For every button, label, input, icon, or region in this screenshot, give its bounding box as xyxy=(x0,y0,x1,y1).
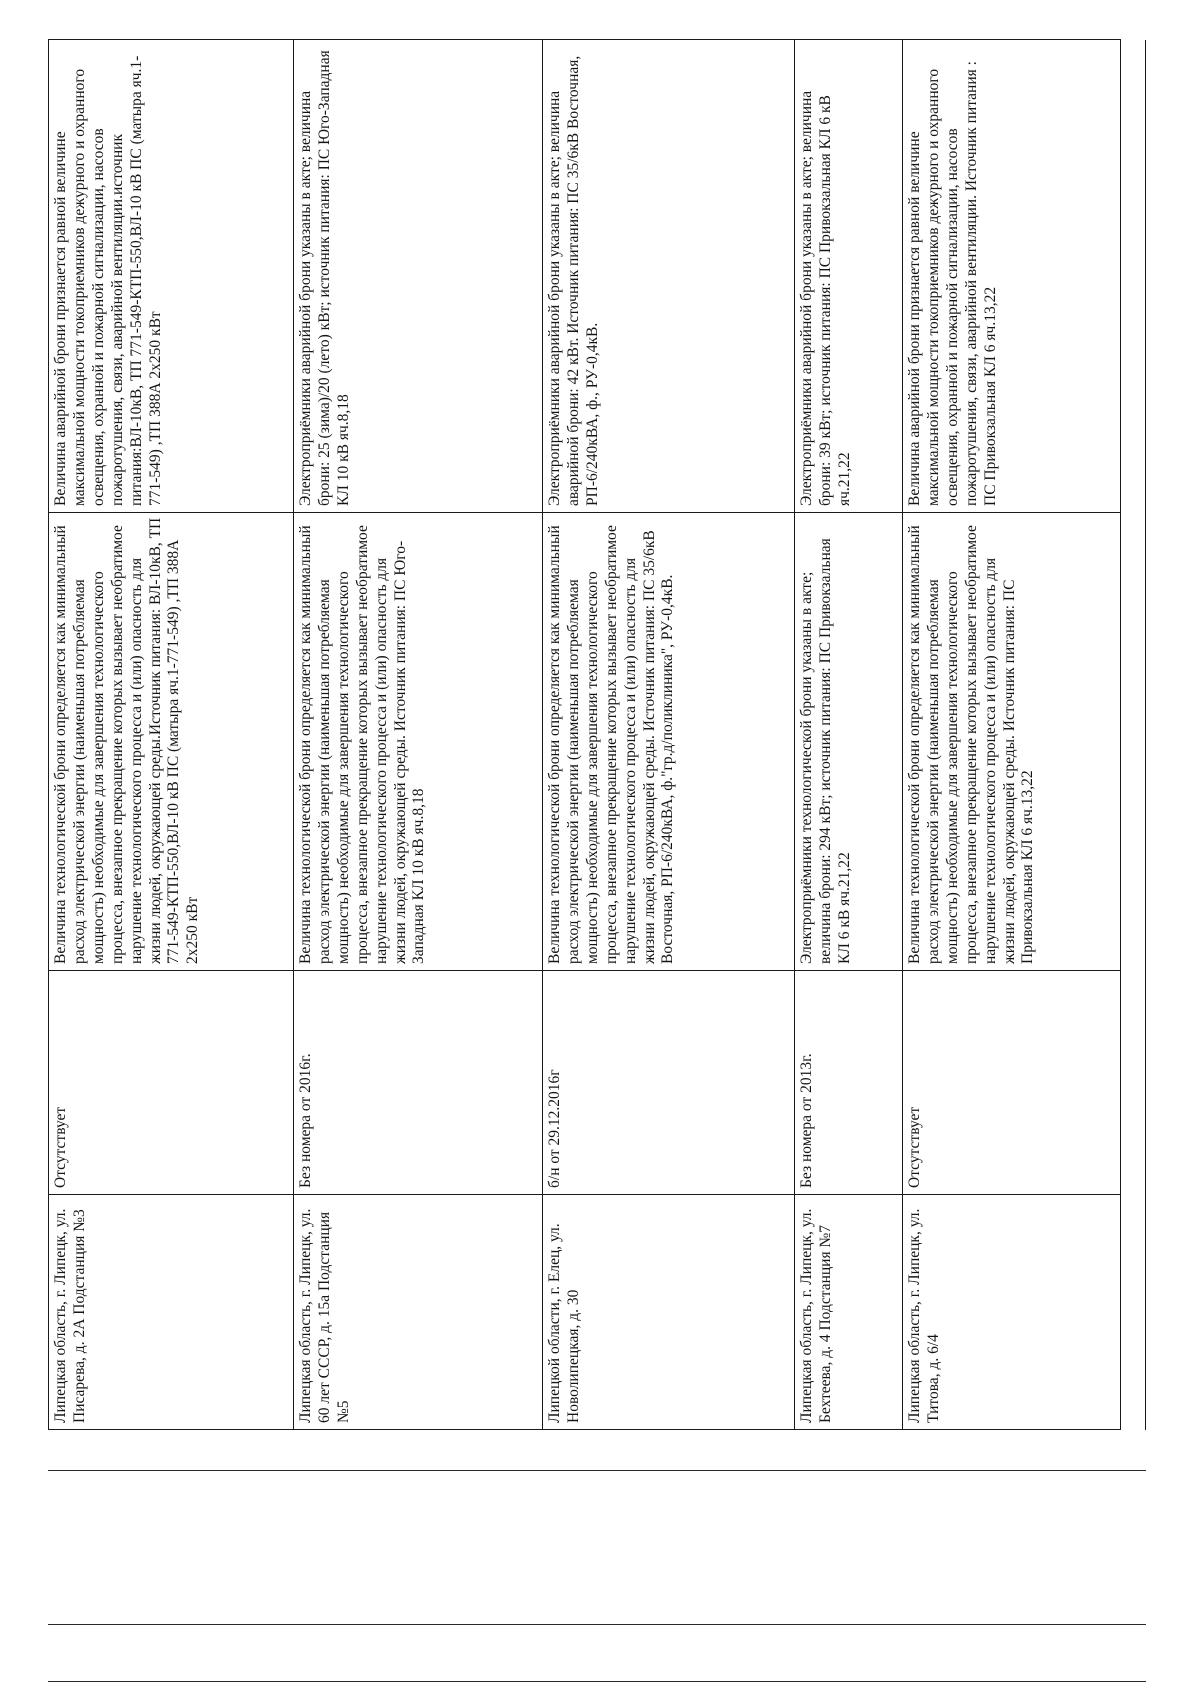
address-cell: Липецкая область, г. Липецк, ул. Бехтеева, д. 4 Подстанция №7 xyxy=(795,1195,903,1430)
table-row xyxy=(49,40,294,1430)
emergency-reserve-cell: Величина аварийной брони признается равной величине максимальной мощности токоприемников дежурного и охранного освещения, охранной и пожарной сигнализации, насосов пожаротушения, связи, аварийной вентиляции. Источник питания : ПС Привокзальная КЛ 6 яч.13,22 xyxy=(903,40,1121,513)
tech-reserve-cell: Величина технологической брони определяется как минимальный расход электрической энергии (наименьшая потребляемая мощность) необходимые для завершения технологического процесса, внезапное прекращение которых вызывает необратимое нарушение технологического процесса и (или) опасность для жизни людей, окружающей среды. Источник питания: ПС Привокзальная КЛ 6 яч.13,22 xyxy=(903,513,1121,971)
address-cell: Липецкая область, г. Липецк, ул. Писарева, д. 2А Подстанция №3 xyxy=(49,1195,294,1430)
tech-reserve-cell: Электроприёмники технологической брони указаны в акте; величина брони: 294 кВт; источник питания: ПС Привокзальная КЛ 6 кВ яч.21,22 xyxy=(795,513,903,971)
table-row xyxy=(294,40,543,1430)
emergency-reserve-cell: Электроприёмники аварийной брони указаны в акте; величина аварийной брони: 42 кВт. Источник питания: ПС 35/6кВ Восточная, РП-6/240кВА, ф., РУ-0,4кВ. xyxy=(543,40,795,513)
reserve-table xyxy=(48,39,1121,1430)
divider-line xyxy=(48,1470,1146,1471)
page-edge-rule xyxy=(1145,40,1146,1430)
tech-reserve-cell: Величина технологической брони определяется как минимальный расход электрической энергии (наименьшая потребляемая мощность) необходимые для завершения технологического процесса, внезапное прекращение которых вызывает необратимое нарушение технологического процесса и (или) опасность для жизни людей, окружающей среды. Источник питания: ПС 35/6кВ Восточная, РП-6/240кВА, ф."гр.д/поликлиника", РУ-0,4кВ. xyxy=(543,513,795,971)
table-row xyxy=(795,40,903,1430)
emergency-reserve-cell: Электроприёмники аварийной брони указаны в акте; величина брони: 39 кВт; источник питания: ПС Привокзальная КЛ 6 кВ яч.21,22 xyxy=(795,40,903,513)
address-cell: Липецкая область, г. Липецк, ул. 60 лет СССР, д. 15а Подстанция №5 xyxy=(294,1195,543,1430)
act-cell: б/н от 29.12.2016г xyxy=(543,971,795,1195)
act-cell: Без номера от 2013г. xyxy=(795,971,903,1195)
emergency-reserve-cell: Электроприёмники аварийной брони указаны в акте; величина брони: 25 (зима)/20 (лето) кВт; источник питания: ПС Юго-Западная КЛ 10 кВ яч.8,18 xyxy=(294,40,543,513)
tech-reserve-cell: Величина технологической брони определяется как минимальный расход электрической энергии (наименьшая потребляемая мощность) необходимые для завершения технологического процесса, внезапное прекращение которых вызывает необратимое нарушение технологического процесса и (или) опасность для жизни людей, окружающей среды.Источник питания: ВЛ-10кВ, ТП 771-549-КТП-550,ВЛ-10 кВ ПС (матыра яч.1-771-549) ,ТП 388А 2х250 кВт xyxy=(49,513,294,971)
tech-reserve-cell: Величина технологической брони определяется как минимальный расход электрической энергии (наименьшая потребляемая мощность) необходимые для завершения технологического процесса, внезапное прекращение которых вызывает необратимое нарушение технологического процесса и (или) опасность для жизни людей, окружающей среды. Источник питания: ПС Юго-Западная КЛ 10 кВ яч.8,18 xyxy=(294,513,543,971)
act-cell: Отсутствует xyxy=(49,971,294,1195)
address-cell: Липецкая область, г. Липецк, ул. Титова, д. 6/4 xyxy=(903,1195,1121,1430)
table-row xyxy=(903,40,1121,1430)
table-row xyxy=(543,40,795,1430)
act-cell: Отсутствует xyxy=(903,971,1121,1195)
address-cell: Липецкой области, г. Елец, ул. Новолипецкая, д. 30 xyxy=(543,1195,795,1430)
act-cell: Без номера от 2016г. xyxy=(294,971,543,1195)
divider-line xyxy=(48,1681,1146,1682)
divider-line xyxy=(48,1624,1146,1625)
emergency-reserve-cell: Величина аварийной брони признается равной величине максимальной мощности токоприемников дежурного и охранного освещения, охранной и пожарной сигнализации, насосов пожаротушения, связи, аварийной вентиляции.источник питания:ВЛ-10кВ, ТП 771-549-КТП-550,ВЛ-10 кВ ПС (матыра яч.1-771-549) ,ТП 388А 2х250 кВт xyxy=(49,40,294,513)
